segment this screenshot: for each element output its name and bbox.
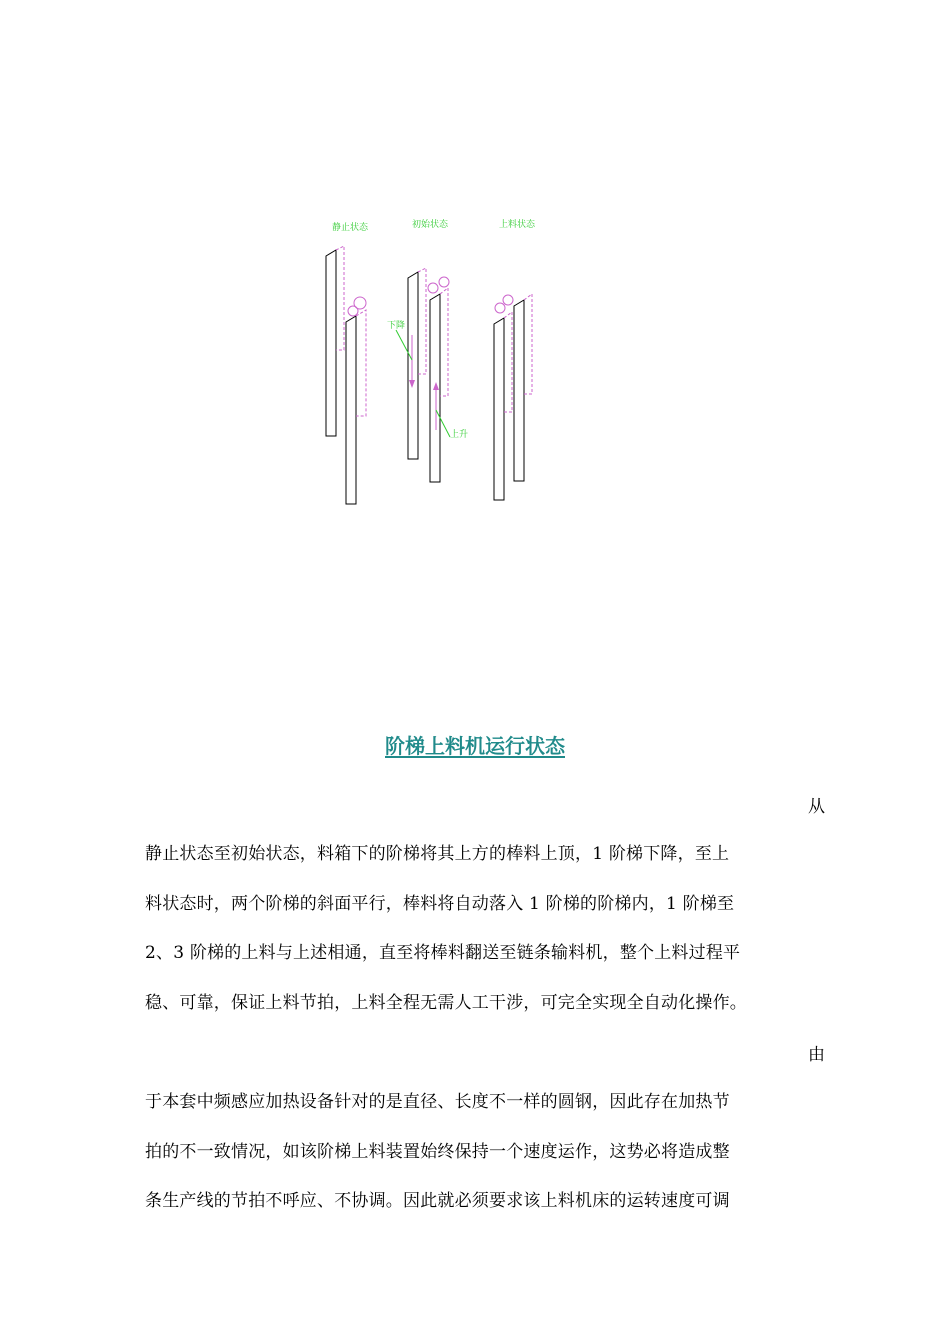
step1-bar (408, 272, 418, 459)
paragraph-line: 条生产线的节拍不呼应、不协调。因此就必须要求该上料机床的运转速度可调 (145, 1191, 730, 1211)
paragraph-lead-char: 由 (808, 1045, 825, 1065)
paragraph-line: 2、3 阶梯的上料与上述相通，直至将棒料翻送至链条输料机，整个上料过程平 (145, 943, 741, 963)
step2-dashed (440, 288, 448, 396)
section-title: 阶梯上料机运行状态 (385, 734, 565, 758)
paragraph-2 (145, 1078, 810, 1227)
paragraph-line: 拍的不一致情况，如该阶梯上料装置始终保持一个速度运作，这势必将造成整 (145, 1141, 730, 1162)
bar-stock-circle (428, 283, 438, 293)
down-leader-line (396, 330, 412, 360)
up-arrow-icon (433, 382, 439, 390)
up-leader-line (436, 410, 450, 437)
paragraph-line: 稳、可靠，保证上料节拍，上料全程无需人工干涉，可完全实现全自动化操作。 (145, 992, 747, 1013)
step2-dashed (356, 310, 366, 416)
label-loading-state: 上料状态 (499, 220, 536, 230)
paragraph-line: 料状态时，两个阶梯的斜面平行，棒料将自动落入 1 阶梯的阶梯内，1 阶梯至 (145, 893, 735, 914)
step2-bar (346, 316, 356, 504)
paragraph-line: 静止状态至初始状态，料箱下的阶梯将其上方的棒料上顶，1 阶梯下降，至上 (145, 844, 730, 864)
ladder-loader-diagram (300, 200, 560, 520)
bar-stock-circle (495, 303, 505, 313)
static-state-group (326, 246, 366, 504)
loading-state-group (494, 294, 532, 500)
step2-bar (514, 300, 524, 481)
step1-bar (494, 318, 504, 500)
step1-dashed (336, 246, 344, 350)
step1-dashed (418, 268, 426, 374)
label-static-state: 静止状态 (332, 223, 369, 233)
bar-stock-circle (503, 295, 513, 305)
paragraph-lead-char: 从 (808, 797, 825, 817)
step1-bar (326, 250, 336, 436)
step1-dashed (504, 312, 512, 412)
label-initial-state: 初始状态 (412, 220, 449, 230)
bar-stock-circle (439, 277, 449, 287)
label-down: 下降 (387, 321, 406, 331)
label-up: 上升 (450, 430, 469, 440)
down-arrow-icon (409, 380, 415, 388)
diagram-svg (300, 200, 560, 520)
bar-stock-circle (348, 306, 358, 316)
step2-dashed (524, 294, 532, 394)
paragraph-1 (145, 830, 810, 1028)
initial-state-group (387, 268, 468, 482)
paragraph-line: 于本套中频感应加热设备针对的是直径、长度不一样的圆钢，因此存在加热节 (145, 1092, 730, 1112)
